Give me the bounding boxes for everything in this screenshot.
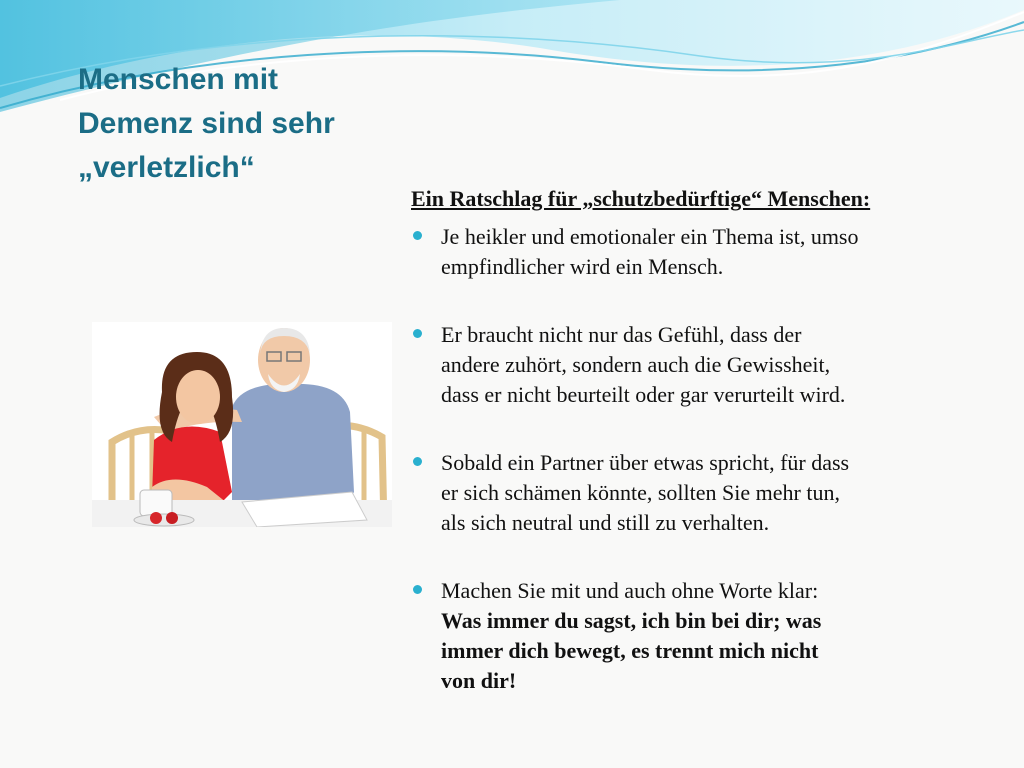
emphasis-line: Was immer du sagst, ich bin bei dir; was <box>441 608 822 633</box>
bullet-dot-icon <box>413 457 422 466</box>
bullet-line: Machen Sie mit und auch ohne Worte klar: <box>441 578 819 603</box>
advice-content <box>411 186 981 734</box>
bullet-dot-icon <box>413 231 422 240</box>
bullet-dot-icon <box>413 585 422 594</box>
bullet-item <box>411 448 981 538</box>
bullet-line: dass er nicht beurteilt oder gar verurteilt wird. <box>441 382 846 407</box>
emphasis-line: von dir! <box>441 668 517 693</box>
bullet-dot-icon <box>413 329 422 338</box>
bullet-line: Je heikler und emotionaler ein Thema ist, umso <box>441 224 859 249</box>
bullet-line: andere zuhört, sondern auch die Gewissheit, <box>441 352 831 377</box>
bullet-line: Er braucht nicht nur das Gefühl, dass der <box>441 322 802 347</box>
advice-heading: Ein Ratschlag für „schutzbedürftige“ Menschen: <box>411 186 871 211</box>
title-line: Menschen mit <box>78 63 279 96</box>
bullet-line: empfindlicher wird ein Mensch. <box>441 254 724 279</box>
photo-girl-and-grandfather-icon <box>92 322 392 527</box>
bullet-item <box>411 576 981 696</box>
bullet-line: als sich neutral und still zu verhalten. <box>441 510 770 535</box>
slide-title <box>78 58 408 190</box>
bullet-item <box>411 222 981 282</box>
bullet-item <box>411 320 981 410</box>
title-line: „verletzlich“ <box>78 151 255 184</box>
title-line: Demenz sind sehr <box>78 107 335 140</box>
emphasis-line: immer dich bewegt, es trennt mich nicht <box>441 638 819 663</box>
bullet-line: er sich schämen könnte, sollten Sie mehr tun, <box>441 480 840 505</box>
bullet-line: Sobald ein Partner über etwas spricht, für dass <box>441 450 850 475</box>
